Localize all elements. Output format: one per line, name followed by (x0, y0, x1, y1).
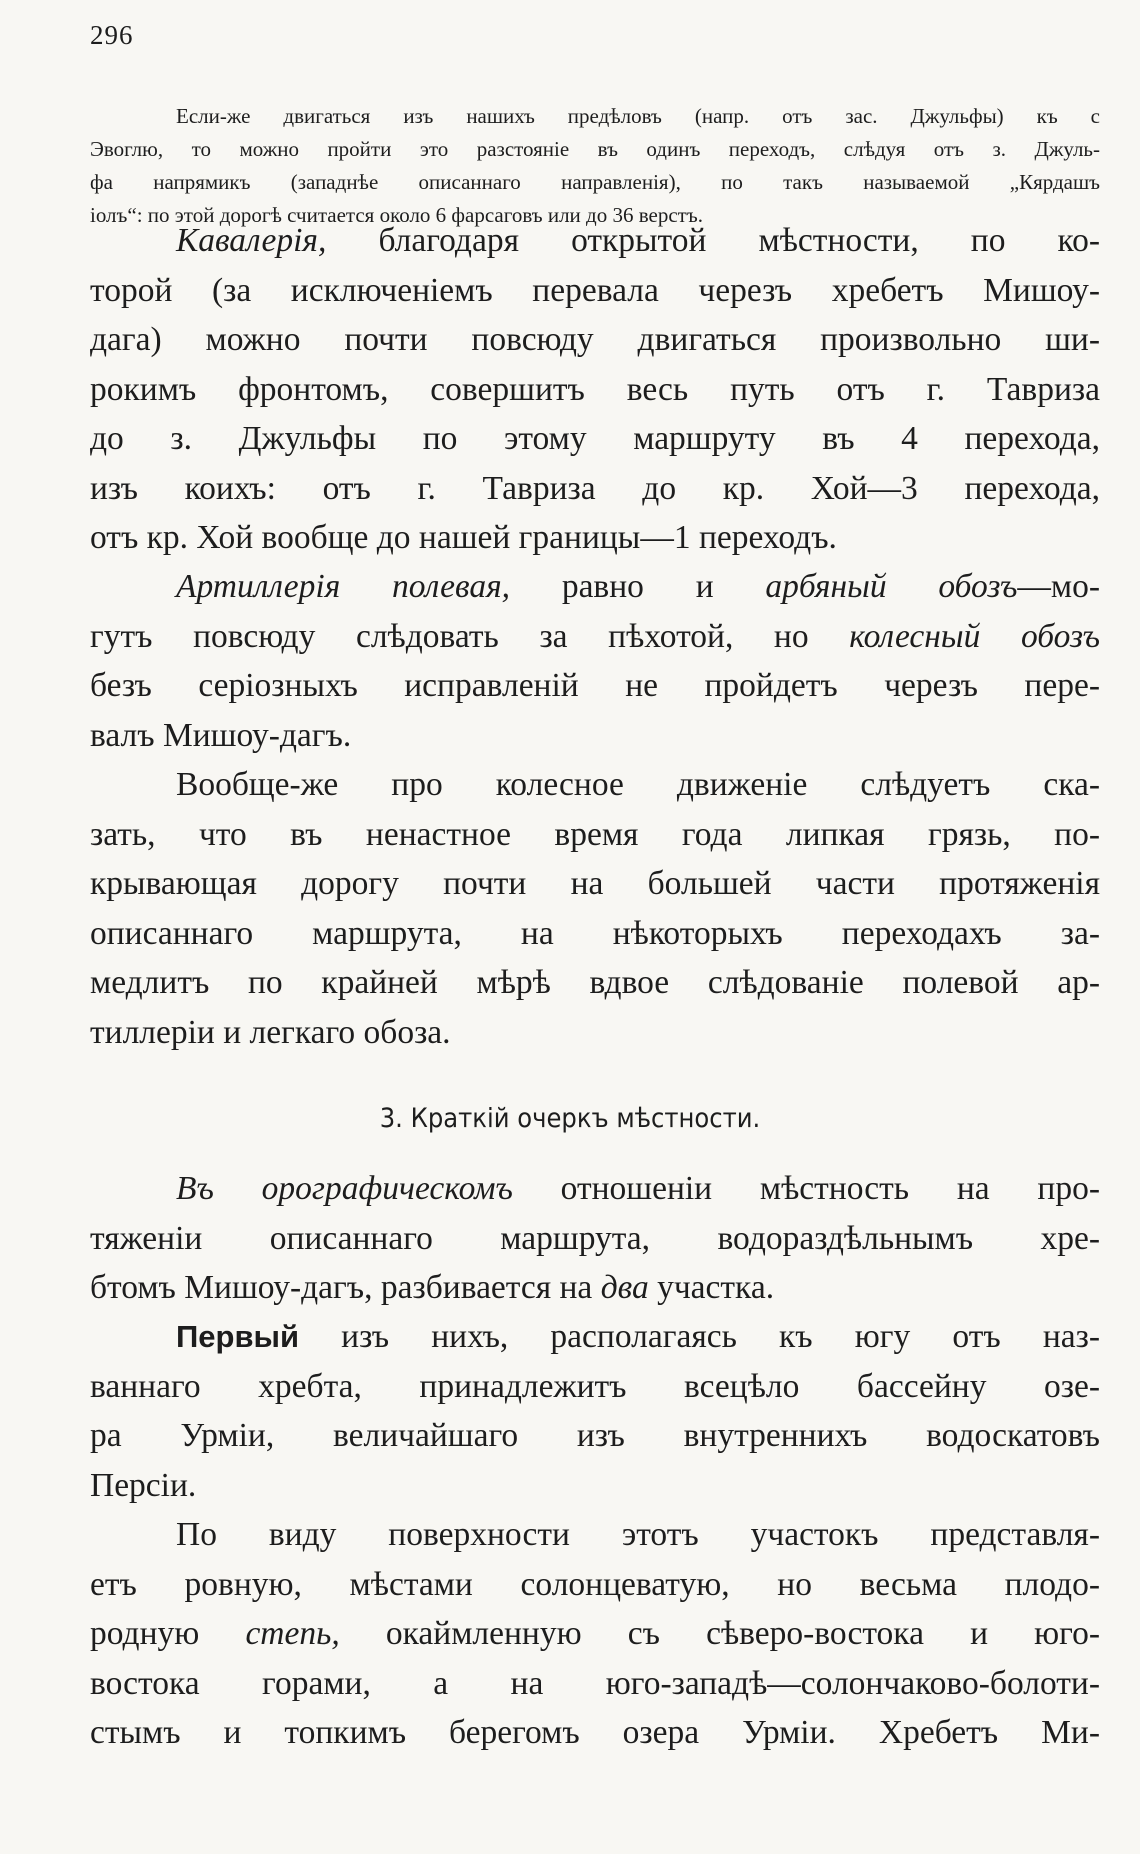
text-span: изъ нихъ, располагаясь къ югу отъ наз- (299, 1318, 1100, 1355)
text-line: тяженіи описаннаго маршрута, водораздѣльнымъ хре- (90, 1219, 1100, 1257)
text-line: ваннаго хребта, принадлежитъ всецѣло бассейну озе- (90, 1367, 1100, 1405)
footnote-line: Если-же двигаться изъ нашихъ предѣловъ (напр. отъ зас. Джульфы) къ с (176, 104, 1100, 128)
section-heading: 3. Краткій очеркъ мѣстности. (379, 1103, 761, 1134)
text-line: тиллеріи и легкаго обоза. (90, 1013, 451, 1051)
term-steppe: степь, (245, 1615, 340, 1652)
footnote (90, 100, 1100, 232)
footnote-line: фа напрямикъ (западнѣе описаннаго направленія), по такъ называемой „Кярдашъ (90, 170, 1100, 194)
text-line: торой (за исключеніемъ перевала черезъ хребетъ Мишоу- (90, 271, 1100, 309)
text-span: отношеніи мѣстность на про- (512, 1170, 1100, 1207)
term-two: два (600, 1269, 649, 1306)
text-span: равно и (510, 568, 766, 605)
paragraph-cavalry (90, 216, 1100, 563)
text-line: етъ ровную, мѣстами солонцеватую, но весьма плодо- (90, 1565, 1100, 1603)
paragraph-artillery (90, 562, 1100, 760)
text-line: стымъ и топкимъ берегомъ озера Урміи. Хребетъ Ми- (90, 1714, 1100, 1751)
paragraph-surface (90, 1510, 1100, 1758)
text-span: —мо- (1017, 568, 1100, 605)
text-span: благодаря открытой мѣстности, по ко- (326, 222, 1100, 259)
term-wheeled-train: колесный обозъ (849, 617, 1100, 655)
text-line (90, 562, 1100, 612)
text-line: отъ кр. Хой вообще до нашей границы—1 переходъ. (90, 519, 837, 556)
text-line (90, 1312, 1100, 1362)
term-cart-train: арбяный обозъ (765, 568, 1018, 605)
term-orographic: Въ орографическомъ (176, 1170, 513, 1207)
text-span: бтомъ Мишоу-дагъ, разбивается на (90, 1269, 601, 1306)
text-line: зать, что въ ненастное время года липкая грязь, по- (90, 815, 1100, 853)
footnote-line: іолъ“: по этой дорогѣ считается около 6 фарсаговъ или до 36 верстъ. (90, 203, 703, 227)
text-line: востока горами, а на юго-западѣ—солончаково-болоти- (90, 1664, 1100, 1702)
text-line: изъ коихъ: отъ г. Тавриза до кр. Хой—3 перехода, (90, 469, 1100, 507)
text-line: крывающая дорогу почти на большей части протяженія (90, 865, 1100, 902)
text-line (90, 612, 1100, 662)
term-first: Первый (176, 1319, 300, 1354)
text-line: Вообще-же про колесное движеніе слѣдуетъ ска- (176, 766, 1100, 803)
text-line: до з. Джульфы по этому маршруту въ 4 перехода, (90, 420, 1100, 457)
text-span: родную (90, 1615, 246, 1652)
text-line: медлитъ по крайней мѣрѣ вдвое слѣдованіе полевой ар- (90, 964, 1100, 1001)
text-line: рокимъ фронтомъ, совершитъ весь путь отъ г. Тавриза (90, 370, 1100, 408)
text-line: безъ серіозныхъ исправленій не пройдетъ черезъ пере- (90, 667, 1100, 704)
text-line: Персіи. (90, 1466, 197, 1504)
text-line: валъ Мишоу-дагъ. (90, 716, 352, 754)
text-line (90, 1263, 1100, 1313)
paragraph-first-area (90, 1312, 1100, 1510)
text-line: По виду поверхности этотъ участокъ представля- (176, 1516, 1100, 1553)
term-artillery: Артиллерія полевая, (176, 568, 511, 605)
text-span: гутъ повсюду слѣдовать за пѣхотой, но (90, 617, 850, 655)
paragraph-orographic (90, 1164, 1100, 1313)
text-line (90, 1609, 1100, 1659)
term-cavalry: Кавалерія, (176, 222, 327, 259)
footnote-line: Эвоглю, то можно пройти это разстояніе въ одинъ переходъ, слѣдуя отъ з. Джуль- (90, 137, 1100, 161)
text-line: ра Урміи, величайшаго изъ внутреннихъ водоскатовъ (90, 1417, 1100, 1454)
text-line: описаннаго маршрута, на нѣкоторыхъ переходахъ за- (90, 914, 1100, 952)
page-number: 296 (90, 20, 134, 50)
text-span: участка. (648, 1269, 775, 1306)
text-line (90, 216, 1100, 266)
text-line (90, 1164, 1100, 1214)
text-span: окаймленную съ сѣверо-востока и юго- (339, 1615, 1100, 1652)
paragraph-wheeled-movement (90, 760, 1100, 1057)
text-line: дага) можно почти повсюду двигаться произвольно ши- (90, 321, 1100, 358)
